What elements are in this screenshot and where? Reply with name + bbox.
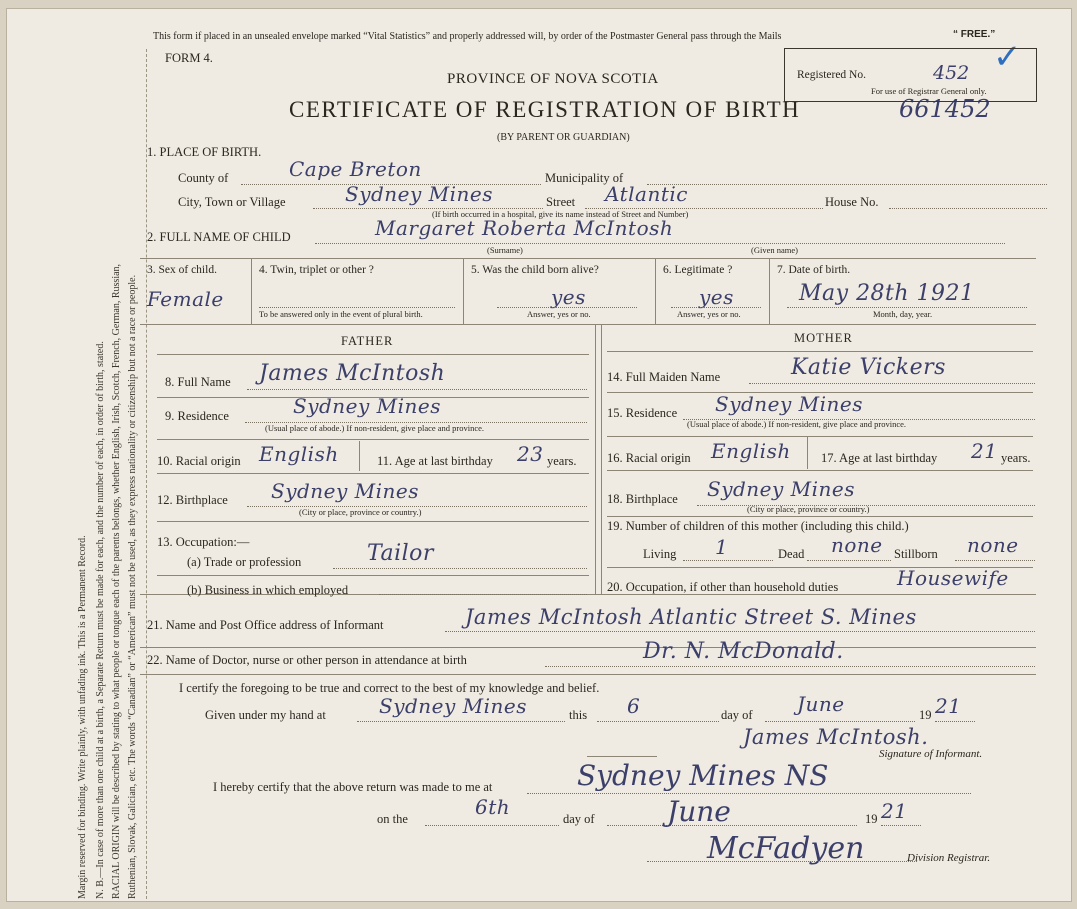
registrar-day-value: 6th	[475, 795, 511, 819]
registered-note: For use of Registrar General only.	[871, 86, 987, 96]
side-note-2: N. B.—In case of more than one child at a birth, a Separate Return must be made for each, and the number of each, in order of birth, stated.	[95, 341, 106, 899]
father-trade-label: (a) Trade or profession	[187, 555, 302, 569]
side-note-4: Ruthenian, Slovak, Galician, etc. The words “Canadian” or “American” must not be used, as they express nationality or citizenship but not a race or people.	[127, 274, 138, 899]
date-of-birth-label: 7. Date of birth.	[777, 264, 851, 276]
twin-note: To be answered only in the event of plural birth.	[259, 309, 423, 319]
father-age-label: 11. Age at last birthday	[377, 454, 493, 468]
side-margin-notes	[5, 29, 145, 909]
alive-label: 5. Was the child born alive?	[471, 264, 599, 276]
this-label: this	[569, 708, 588, 722]
registrar-month-value: June	[667, 795, 731, 828]
mother-residence-label: 15. Residence	[607, 406, 678, 420]
mother-racial-label: 16. Racial origin	[607, 451, 691, 465]
father-business-label: (b) Business in which employed	[187, 583, 349, 597]
county-label: County of	[178, 171, 229, 185]
mother-occupation-label: 20. Occupation, if other than household duties	[607, 580, 839, 594]
twin-label: 4. Twin, triplet or other ?	[259, 264, 374, 276]
legitimate-note: Answer, yes or no.	[677, 309, 741, 319]
street-label: Street	[546, 195, 576, 209]
check-mark-icon: ✓	[993, 39, 1022, 76]
doctor-label: 22. Name of Doctor, nurse or other person in attendance at birth	[147, 653, 467, 667]
given-place-value: Sydney Mines	[379, 694, 528, 718]
mother-age-value: 21	[971, 439, 998, 463]
father-age-value: 23	[517, 442, 544, 466]
sex-label: 3. Sex of child.	[147, 264, 217, 276]
stillborn-value: none	[967, 533, 1019, 557]
informant-signature-label: Signature of Informant.	[879, 748, 983, 760]
date-of-birth-value: May 28th 1921	[799, 281, 975, 306]
sex-value: Female	[147, 287, 224, 311]
father-racial-value: English	[259, 442, 339, 466]
surname-note: (Surname)	[487, 245, 523, 255]
mother-birthplace-value: Sydney Mines	[707, 477, 856, 501]
mother-occupation-value: Housewife	[897, 566, 1009, 590]
house-number-label: House No.	[825, 195, 879, 209]
place-of-birth-heading: 1. PLACE OF BIRTH.	[147, 145, 262, 159]
registrar-place-value: Sydney Mines NS	[577, 759, 829, 792]
birth-certificate-form	[6, 8, 1072, 902]
alive-value: yes	[551, 285, 586, 309]
county-value: Cape Breton	[289, 157, 422, 181]
given-year-value: 21	[935, 694, 962, 718]
living-label: Living	[643, 547, 677, 561]
given-name-note: (Given name)	[751, 245, 798, 255]
hospital-note: (If birth occurred in a hospital, give its name instead of Street and Number)	[432, 209, 689, 219]
registrar-signature: McFadyen	[707, 831, 865, 866]
registrar-day-of-label: day of	[563, 812, 595, 826]
stillborn-label: Stillborn	[894, 547, 938, 561]
father-residence-note: (Usual place of abode.) If non-resident, give place and province.	[265, 423, 485, 433]
province-heading: PROVINCE OF NOVA SCOTIA	[447, 71, 659, 87]
legitimate-label: 6. Legitimate ?	[663, 264, 733, 276]
given-day-of-label: day of	[721, 708, 753, 722]
father-birthplace-value: Sydney Mines	[271, 479, 420, 503]
street-value: Atlantic	[605, 182, 688, 206]
mother-birthplace-note: (City or place, province or country.)	[747, 504, 870, 514]
margin-line	[146, 49, 147, 899]
given-month-value: June	[797, 692, 845, 716]
dead-label: Dead	[778, 547, 805, 561]
registrar-statement: I hereby certify that the above return was made to me at	[213, 780, 493, 794]
form-number: FORM 4.	[165, 51, 213, 65]
alive-note: Answer, yes or no.	[527, 309, 591, 319]
informant-label: 21. Name and Post Office address of Informant	[147, 618, 384, 632]
mother-name-label: 14. Full Maiden Name	[607, 370, 721, 384]
father-birthplace-label: 12. Birthplace	[157, 493, 228, 507]
father-residence-label: 9. Residence	[165, 409, 229, 423]
registrar-on-the-label: on the	[377, 812, 408, 826]
mother-racial-value: English	[711, 439, 791, 463]
mother-birthplace-label: 18. Birthplace	[607, 492, 678, 506]
registrar-year-value: 21	[881, 799, 908, 823]
city-label: City, Town or Village	[178, 195, 286, 209]
page-subtitle: (BY PARENT OR GUARDIAN)	[497, 132, 630, 143]
mother-heading: MOTHER	[794, 331, 853, 345]
mother-name-value: Katie Vickers	[791, 355, 946, 380]
father-years-label: years.	[547, 454, 577, 468]
father-heading: FATHER	[341, 334, 394, 348]
living-value: 1	[715, 535, 729, 559]
father-trade-value: Tailor	[367, 541, 434, 566]
given-year-prefix: 19	[919, 708, 932, 722]
mother-age-label: 17. Age at last birthday	[821, 451, 938, 465]
father-name-label: 8. Full Name	[165, 375, 231, 389]
informant-value: James McIntosh Atlantic Street S. Mines	[465, 605, 917, 629]
father-residence-value: Sydney Mines	[293, 394, 442, 418]
registered-value: 452	[933, 62, 970, 84]
mother-residence-value: Sydney Mines	[715, 392, 864, 416]
registrar-year-prefix: 19	[865, 812, 878, 826]
mother-years-label: years.	[1001, 451, 1031, 465]
side-note-3: RACIAL ORIGIN will be described by stating to what people or tongue each of the parents belongs, whether English, Irish, Scotch, French, German, Russian,	[111, 263, 122, 899]
father-name-value: James McIntosh	[259, 361, 446, 386]
father-racial-label: 10. Racial origin	[157, 454, 241, 468]
registered-label: Registered No.	[797, 69, 866, 81]
child-name-value: Margaret Roberta McIntosh	[375, 216, 674, 240]
legitimate-value: yes	[699, 285, 734, 309]
father-birthplace-note: (City or place, province or country.)	[299, 507, 422, 517]
registered-number-box	[784, 48, 1037, 102]
city-value: Sydney Mines	[345, 182, 494, 206]
given-day-value: 6	[627, 694, 641, 718]
page-title: CERTIFICATE OF REGISTRATION OF BIRTH	[289, 97, 801, 122]
mother-residence-note: (Usual place of abode.) If non-resident, give place and province.	[687, 419, 907, 429]
father-occupation-label: 13. Occupation:—	[157, 535, 250, 549]
municipality-label: Municipality of	[545, 171, 624, 185]
registrar-signature-label: Division Registrar.	[907, 852, 991, 864]
doctor-value: Dr. N. McDonald.	[643, 639, 844, 664]
date-note: Month, day, year.	[873, 309, 933, 319]
free-label: “ FREE.”	[953, 29, 996, 40]
mail-note: This form if placed in an unsealed envelope marked “Vital Statistics” and properly addressed will, by order of the Postmaster General pass through the Mails	[153, 31, 782, 42]
child-name-label: 2. FULL NAME OF CHILD	[147, 230, 291, 244]
given-under-label: Given under my hand at	[205, 708, 326, 722]
informant-signature: James McIntosh.	[743, 725, 929, 749]
certificate-number: 661452	[899, 95, 991, 123]
side-note-1: Margin reserved for binding. Write plainly, with unfading ink. This is a Permanent Record.	[77, 535, 88, 899]
dead-value: none	[831, 533, 883, 557]
mother-children-label: 19. Number of children of this mother (including this child.)	[607, 519, 909, 533]
certify-statement: I certify the foregoing to be true and correct to the best of my knowledge and belief.	[179, 681, 600, 695]
